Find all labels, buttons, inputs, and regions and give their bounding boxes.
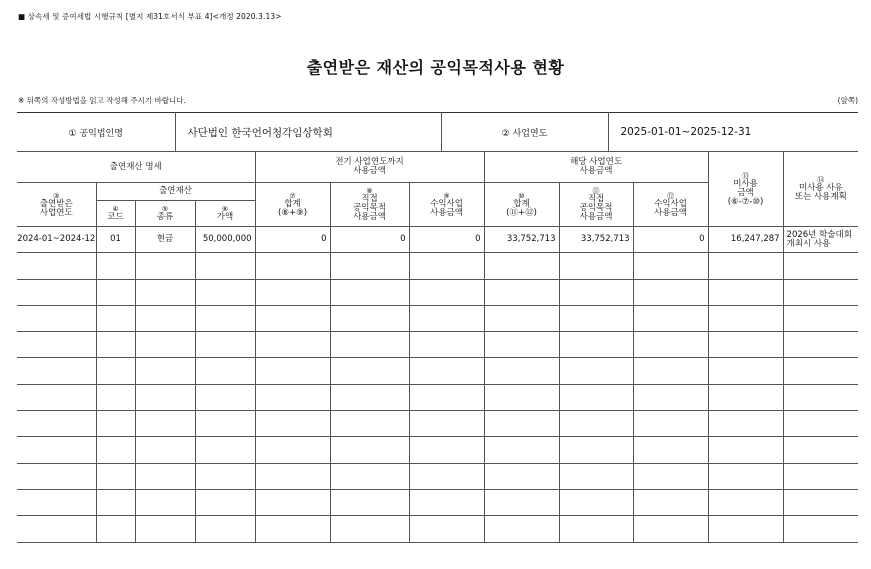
cell-code: 01 bbox=[96, 227, 135, 253]
header-unused-reason: ⑭ 미사용 사유 또는 사용계획 bbox=[783, 152, 858, 227]
table-row bbox=[17, 516, 858, 542]
info-table bbox=[17, 112, 858, 152]
cell-kind: 현금 bbox=[135, 227, 195, 253]
table-row bbox=[17, 332, 858, 358]
header-curr-usage-group bbox=[484, 152, 708, 183]
corp-name-label: ① 공익법인명 bbox=[17, 113, 175, 152]
header-donation-year: ③ 출연받은 사업연도 bbox=[17, 183, 96, 227]
corp-name-value: 사단법인 한국언어청각임상학회 bbox=[175, 113, 441, 152]
table-row bbox=[17, 279, 858, 305]
header-value: ⑥ 가액 bbox=[195, 201, 255, 227]
header-curr-line1: 해당 사업연도 bbox=[570, 157, 623, 167]
header-prev-usage-group bbox=[255, 152, 484, 183]
header-prev-total: ⑦ 합계 (⑧+⑨) bbox=[255, 183, 330, 227]
header-curr-line2: 사용금액 bbox=[579, 166, 613, 176]
cell-reason: 2026년 학술대회 개최시 사용 bbox=[783, 227, 858, 253]
table-row bbox=[17, 253, 858, 279]
header-curr-profit: ⑫ 수익사업 사용금액 bbox=[633, 183, 708, 227]
law-reference: ■ 상속세 및 증여세법 시행규칙 [별지 제31호서식 부표 4]<개정 2020.3.13> bbox=[18, 12, 282, 21]
cell-value: 50,000,000 bbox=[195, 227, 255, 253]
table-row bbox=[17, 384, 858, 410]
cell-unused: 16,247,287 bbox=[708, 227, 783, 253]
table-row bbox=[17, 358, 858, 384]
business-year-value: 2025-01-01~2025-12-31 bbox=[608, 113, 858, 152]
header-code: ④ 코드 bbox=[96, 201, 135, 227]
business-year-label: ② 사업연도 bbox=[441, 113, 608, 152]
header-donated-asset: 출연재산 bbox=[96, 183, 255, 201]
cell-year: 2024-01~2024-12 bbox=[17, 227, 96, 253]
instruction-note: ※ 뒤쪽의 작성방법을 읽고 작성해 주시기 바랍니다. bbox=[18, 96, 186, 105]
cell-prev-total: 0 bbox=[255, 227, 330, 253]
header-curr-total: ⑩ 합계 (⑪+⑫) bbox=[484, 183, 559, 227]
cell-curr-direct: 33,752,713 bbox=[559, 227, 633, 253]
header-curr-direct: ⑪ 직접 공익목적 사용금액 bbox=[559, 183, 633, 227]
cell-curr-profit: 0 bbox=[633, 227, 708, 253]
header-unused-amount: ⑬ 미사용 금액 (⑥-⑦-⑩) bbox=[708, 152, 783, 227]
header-donation-group: 출연재산 명세 bbox=[17, 152, 255, 183]
header-prev-direct: ⑧ 직접 공익목적 사용금액 bbox=[330, 183, 409, 227]
table-row bbox=[17, 437, 858, 463]
header-prev-line1: 전기 사업연도까지 bbox=[335, 157, 404, 167]
header-kind: ⑤ 종류 bbox=[135, 201, 195, 227]
cell-prev-direct: 0 bbox=[330, 227, 409, 253]
header-prev-line2: 사용금액 bbox=[353, 166, 386, 176]
page-side-label: (앞쪽) bbox=[837, 96, 858, 105]
table-row bbox=[17, 227, 858, 253]
table-row bbox=[17, 489, 858, 515]
header-prev-profit: ⑨ 수익사업 사용금액 bbox=[409, 183, 484, 227]
table-row bbox=[17, 305, 858, 331]
cell-prev-profit: 0 bbox=[409, 227, 484, 253]
table-row bbox=[17, 411, 858, 437]
page-title: 출연받은 재산의 공익목적사용 현황 bbox=[306, 58, 565, 77]
cell-curr-total: 33,752,713 bbox=[484, 227, 559, 253]
table-row bbox=[17, 463, 858, 489]
usage-table bbox=[17, 151, 858, 543]
